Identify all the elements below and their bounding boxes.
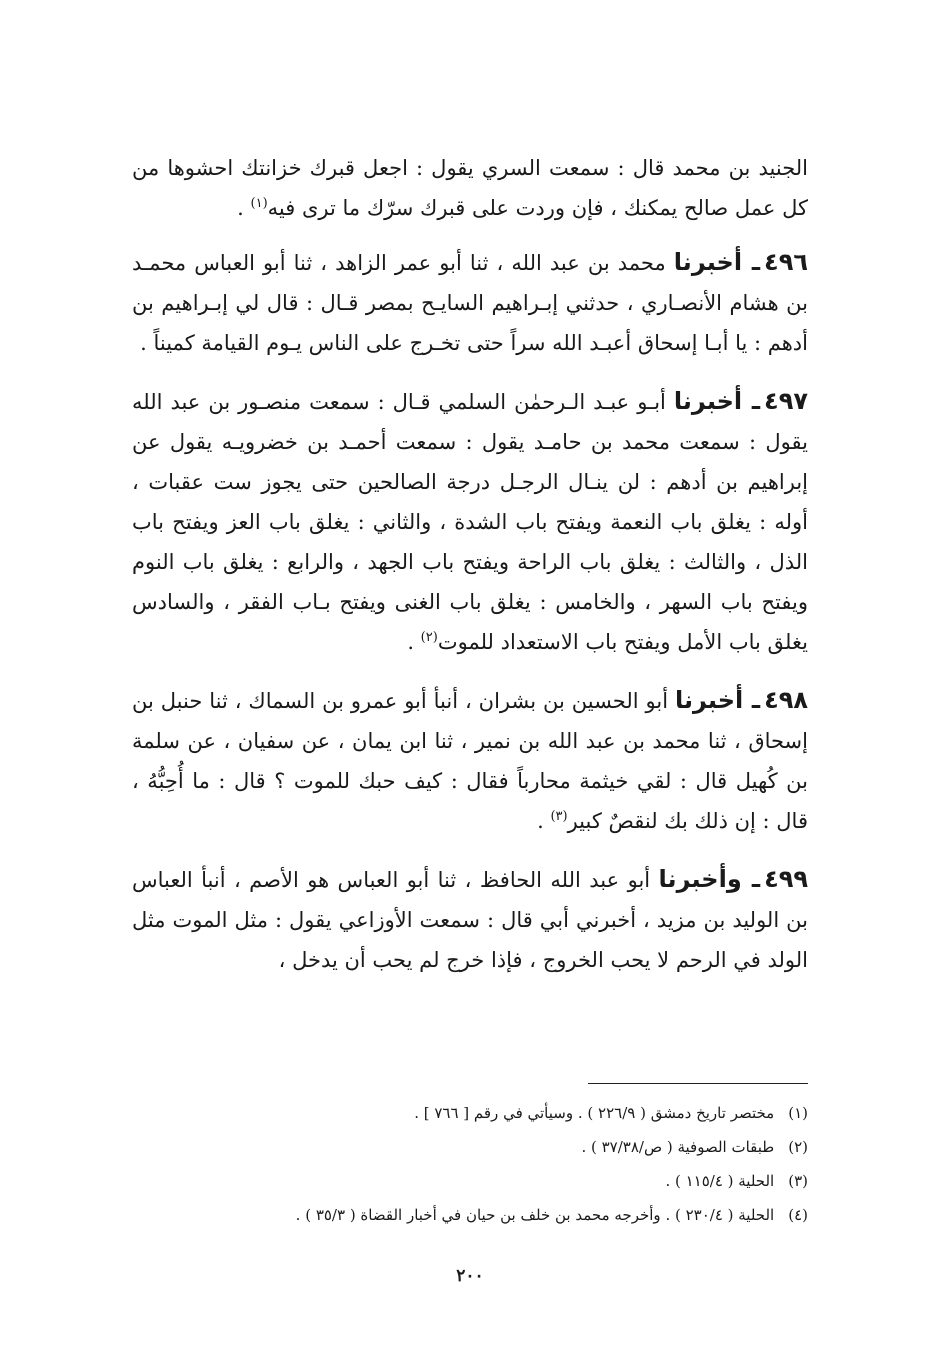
entry-number: ٤٩٧ـ أخبرنا: [673, 387, 808, 415]
footnote-1: (١)مختصر تاريخ دمشق ( ٢٢٦/٩ ) . وسيأتي في رقم [ ٧٦٦ ] .: [414, 1104, 808, 1122]
entry-496: [132, 242, 808, 363]
footnote-4: (٤)الحلية ( ٢٣٠/٤ ) . وأخرجه محمد بن خلف بن حيان في أخبار القضاة ( ٣٥/٣ ) .: [295, 1206, 808, 1224]
entry-number: ٤٩٨ـ أخبرنا: [674, 686, 809, 714]
footnote-divider: [588, 1083, 808, 1084]
entry-text: محمد بن عبد الله ، ثنا أبو عمر الزاهد ، ثنا أبو العباس محمـد بن هشام الأنصـاري ، حدثني إبـراهيم السايـح بمصر قـال : قال لي إبـراهيم بن أدهم : يا أبـا إسحاق أعبـد الله سراً حتى تخـرج على الناس يـوم القيامة كميناً .: [132, 251, 808, 355]
footnote-ref-2[interactable]: (٢): [420, 630, 438, 645]
paragraph-continuation: الجنيد بن محمد قال : سمعت السري يقول : اجعل قبرك خزانتك احشوها من كل عمل صالح يمكنك ، فإن وردت على قبرك سرّك ما ترى فيه$^{(١)}$ .: [132, 156, 808, 220]
entry-number: ٤٩٦ـ أخبرنا: [673, 248, 808, 276]
footnote-ref-1[interactable]: (١): [250, 196, 268, 211]
entry-text: أبو عبد الله الحافظ ، ثنا أبو العباس هو الأصم ، أنبأ العباس بن الوليد بن مزيد ، أخبرني أبي قال : سمعت الأوزاعي يقول : مثل الموت مثل الولد في الرحم لا يحب الخروج ، فإذا خرج لم يحب أن يدخل ،: [132, 868, 808, 972]
entry-number: ٤٩٩ـ وأخبرنا: [658, 865, 809, 893]
entry-text: أبـو عبـد الـرحمٰن السلمي قـال : سمعت منصـور بن عبد الله يقول : سمعت محمد بن حامـد يقول : سمعت أحمـد بن خضرويـه يقول عن إبراهيم بن أدهم : لن ينـال الرجـل درجة الصالحين حتى يجوز ست عقبات ، أوله : يغلق باب النعمة ويفتح باب الشدة ، والثاني : يغلق باب العز ويفتح باب الذل ، والثالث : يغلق باب الراحة ويفتح باب الجهد ، والرابع : يغلق باب النوم ويفتح باب السهر ، والخامس : يغلق باب الغنى ويفتح بـاب الفقر ، والسادس يغلق باب الأمل ويفتح باب الاستعداد للموت: [132, 390, 808, 654]
footnote-3: (٣)الحلية ( ١١٥/٤ ) .: [665, 1172, 808, 1190]
footnote-2: (٢)طبقات الصوفية ( ص/٣٧/٣٨ ) .: [581, 1138, 808, 1156]
footnote-ref-3[interactable]: (٣): [550, 809, 568, 824]
main-text: [132, 148, 808, 998]
entry-497: ٤٩٧ـ أخبرنا أبـو عبـد الـرحمٰن السلمي قـال : سمعت منصـور بن عبد الله يقول : سمعت محمد بن حامـد يقول : سمعت أحمـد بن خضرويـه يقول عن إبراهيم بن أدهم : لن ينـال الرجـل درجة الصالحين حتى يجوز ست عقبات ، أوله : يغلق باب النعمة ويفتح باب الشدة ، والثاني : يغلق باب العز ويفتح باب الذل ، والثالث : يغلق باب الراحة ويفتح باب الجهد ، والرابع : يغلق باب النوم ويفتح باب السهر ، والخامس : يغلق باب الغنى ويفتح بـاب الفقر ، والسادس يغلق باب الأمل ويفتح باب الاستعداد للموت$^{(٢)}$ .: [132, 387, 808, 654]
entry-498: ٤٩٨ـ أخبرنا أبو الحسين بن بشران ، أنبأ أبو عمرو بن السماك ، ثنا حنبل بن إسحاق ، ثنا محمد بن عبد الله بن نمير ، ثنا ابن يمان ، عن سفيان ، عن سلمة بن كُهيل قال : لقي خيثمة محارباً فقال : كيف حبك للموت ؟ قال : ما أُحِبُّهُ ، قال : إن ذلك بك لنقصٌ كبير$^{(٣)}$ .: [132, 686, 809, 833]
footnotes: [132, 1096, 808, 1232]
entry-499: [132, 859, 808, 980]
page-number: ٢٠٠: [456, 1266, 484, 1286]
entry-text: أبو الحسين بن بشران ، أنبأ أبو عمرو بن السماك ، ثنا حنبل بن إسحاق ، ثنا محمد بن عبد الله بن نمير ، ثنا ابن يمان ، عن سفيان ، عن سلمة بن كُهيل قال : لقي خيثمة محارباً فقال : كيف حبك للموت ؟ قال : ما أُحِبُّهُ ، قال : إن ذلك بك لنقصٌ كبير: [132, 689, 808, 833]
